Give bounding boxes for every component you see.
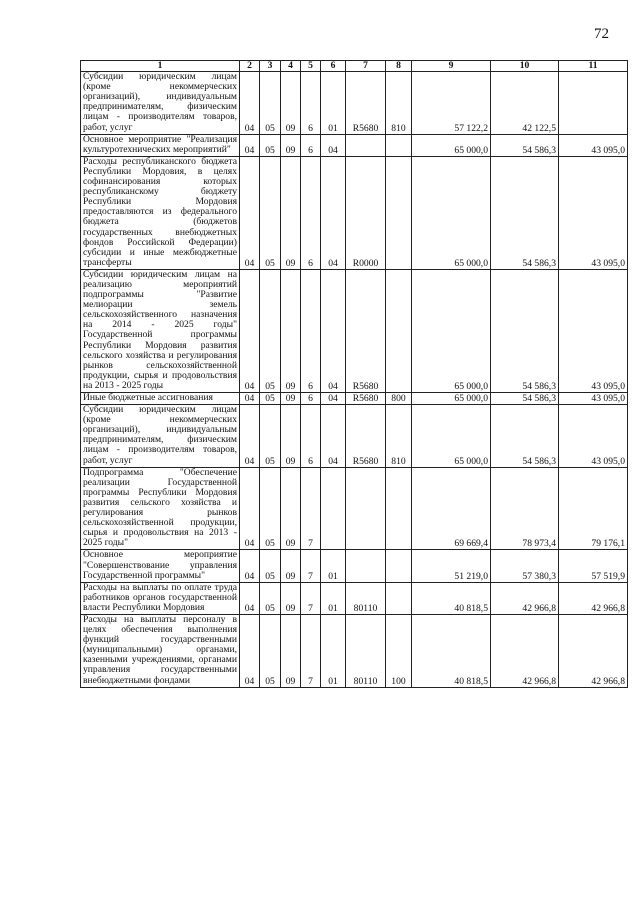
amount-2021-cell: 43 095,0 <box>559 393 628 405</box>
row-name-cell: Субсидии юридическим лицам на реализацию мероприятий подпрограммы "Развитие мелиорации земель сельскохозяйственного назначения на 2014 - 2025 годы" Государственной программы Республики Мордовия развития сельского хозяйства и регулирования рынков сельскохозяйственной продукции, сырья и продовольствия на 2013 - 2025 годы <box>81 269 240 392</box>
col5-cell: 6 <box>301 134 321 156</box>
col5-cell: 7 <box>301 614 321 687</box>
col3-cell: 05 <box>260 467 281 550</box>
col3-cell: 05 <box>260 393 281 405</box>
table-row <box>81 405 628 468</box>
col3-cell: 05 <box>260 269 281 392</box>
header-cell: 11 <box>559 61 628 72</box>
col7-cell: 80110 <box>346 582 386 614</box>
amount-2020-cell: 57 380,3 <box>491 550 559 582</box>
col7-cell <box>346 550 386 582</box>
col3-cell: 05 <box>260 582 281 614</box>
row-name-cell: Субсидии юридическим лицам (кроме некоммерческих организаций), индивидуальным предпринимателям, физическим лицам - производителям товаров, работ, услуг <box>81 405 240 468</box>
col2-cell: 04 <box>240 467 260 550</box>
col8-cell: 810 <box>386 405 412 468</box>
col7-cell: 80110 <box>346 614 386 687</box>
col7-cell: R5680 <box>346 405 386 468</box>
col5-cell: 6 <box>301 72 321 135</box>
table-row <box>81 393 628 405</box>
header-cell: 8 <box>386 61 412 72</box>
col7-cell: R5680 <box>346 72 386 135</box>
col8-cell <box>386 582 412 614</box>
col2-cell: 04 <box>240 72 260 135</box>
col4-cell: 09 <box>281 269 301 392</box>
col6-cell: 01 <box>321 614 346 687</box>
col8-cell: 810 <box>386 72 412 135</box>
col3-cell: 05 <box>260 614 281 687</box>
amount-2021-cell: 42 966,8 <box>559 614 628 687</box>
col6-cell: 04 <box>321 156 346 269</box>
amount-2021-cell: 43 095,0 <box>559 156 628 269</box>
col5-cell: 7 <box>301 467 321 550</box>
col2-cell: 04 <box>240 614 260 687</box>
amount-2020-cell: 42 122,5 <box>491 72 559 135</box>
col4-cell: 09 <box>281 582 301 614</box>
header-cell: 6 <box>321 61 346 72</box>
col5-cell: 6 <box>301 393 321 405</box>
col4-cell: 09 <box>281 134 301 156</box>
col8-cell <box>386 269 412 392</box>
row-name-cell: Подпрограмма "Обеспечение реализации Государственной программы Республики Мордовия развития сельского хозяйства и регулирования рынков сельскохозяйственной продукции, сырья и продовольствия на 2013 - 2025 годы" <box>81 467 240 550</box>
table-row <box>81 582 628 614</box>
page-number: 72 <box>594 26 609 42</box>
col2-cell: 04 <box>240 393 260 405</box>
amount-2021-cell: 43 095,0 <box>559 134 628 156</box>
col2-cell: 04 <box>240 405 260 468</box>
col4-cell: 09 <box>281 405 301 468</box>
header-cell: 7 <box>346 61 386 72</box>
col2-cell: 04 <box>240 269 260 392</box>
col2-cell: 04 <box>240 582 260 614</box>
col4-cell: 09 <box>281 156 301 269</box>
col8-cell <box>386 467 412 550</box>
col2-cell: 04 <box>240 134 260 156</box>
amount-2020-cell: 54 586,3 <box>491 405 559 468</box>
col4-cell: 09 <box>281 72 301 135</box>
col6-cell: 01 <box>321 550 346 582</box>
col8-cell <box>386 550 412 582</box>
budget-table <box>80 60 628 688</box>
col4-cell: 09 <box>281 393 301 405</box>
header-cell: 4 <box>281 61 301 72</box>
table-row <box>81 467 628 550</box>
amount-2021-cell: 42 966,8 <box>559 582 628 614</box>
col8-cell: 800 <box>386 393 412 405</box>
col4-cell: 09 <box>281 550 301 582</box>
header-cell: 9 <box>412 61 491 72</box>
header-row <box>81 61 628 72</box>
col7-cell: R5680 <box>346 393 386 405</box>
row-name-cell: Иные бюджетные ассигнования <box>81 393 240 405</box>
col6-cell: 04 <box>321 405 346 468</box>
header-cell: 3 <box>260 61 281 72</box>
amount-2020-cell: 42 966,8 <box>491 614 559 687</box>
row-name-cell: Расходы республиканского бюджета Республики Мордовия, в целях софинансирования которых республиканскому бюджету Республики Мордовия предоставляются из федерального бюджета (бюджетов государственных внебюджетных фондов Российской Федерации) субсидии и иные межбюджетные трансферты <box>81 156 240 269</box>
row-name-cell: Субсидии юридическим лицам (кроме некоммерческих организаций), индивидуальным предпринимателям, физическим лицам - производителям товаров, работ, услуг <box>81 72 240 135</box>
col7-cell <box>346 467 386 550</box>
amount-2019-cell: 65 000,0 <box>412 134 491 156</box>
col3-cell: 05 <box>260 72 281 135</box>
col5-cell: 6 <box>301 405 321 468</box>
col3-cell: 05 <box>260 134 281 156</box>
amount-2021-cell: 57 519,9 <box>559 550 628 582</box>
col7-cell: R5680 <box>346 269 386 392</box>
amount-2019-cell: 69 669,4 <box>412 467 491 550</box>
header-cell: 1 <box>81 61 240 72</box>
amount-2019-cell: 65 000,0 <box>412 156 491 269</box>
amount-2019-cell: 57 122,2 <box>412 72 491 135</box>
amount-2020-cell: 54 586,3 <box>491 134 559 156</box>
col6-cell: 01 <box>321 582 346 614</box>
table-row <box>81 156 628 269</box>
col3-cell: 05 <box>260 550 281 582</box>
amount-2020-cell: 54 586,3 <box>491 269 559 392</box>
row-name-cell: Основное мероприятие "Реализация культуротехнических мероприятий" <box>81 134 240 156</box>
col2-cell: 04 <box>240 550 260 582</box>
header-cell: 2 <box>240 61 260 72</box>
header-cell: 10 <box>491 61 559 72</box>
col6-cell <box>321 467 346 550</box>
col3-cell: 05 <box>260 156 281 269</box>
col8-cell <box>386 156 412 269</box>
table-row <box>81 269 628 392</box>
col2-cell: 04 <box>240 156 260 269</box>
amount-2021-cell: 79 176,1 <box>559 467 628 550</box>
col6-cell: 04 <box>321 134 346 156</box>
col3-cell: 05 <box>260 405 281 468</box>
amount-2021-cell: 43 095,0 <box>559 269 628 392</box>
col6-cell: 01 <box>321 72 346 135</box>
amount-2019-cell: 40 818,5 <box>412 614 491 687</box>
amount-2019-cell: 51 219,0 <box>412 550 491 582</box>
header-cell: 5 <box>301 61 321 72</box>
amount-2019-cell: 40 818,5 <box>412 582 491 614</box>
col7-cell: R0000 <box>346 156 386 269</box>
amount-2019-cell: 65 000,0 <box>412 405 491 468</box>
amount-2020-cell: 42 966,8 <box>491 582 559 614</box>
amount-2019-cell: 65 000,0 <box>412 393 491 405</box>
table-row <box>81 614 628 687</box>
amount-2019-cell: 65 000,0 <box>412 269 491 392</box>
col8-cell: 100 <box>386 614 412 687</box>
table-body <box>81 72 628 688</box>
amount-2020-cell: 54 586,3 <box>491 393 559 405</box>
col4-cell: 09 <box>281 614 301 687</box>
amount-2020-cell: 54 586,3 <box>491 156 559 269</box>
row-name-cell: Расходы на выплаты персоналу в целях обеспечения выполнения функций государственными (муниципальными) органами, казенными учреждениями, органами управления государственными внебюджетными фондами <box>81 614 240 687</box>
table-row <box>81 134 628 156</box>
amount-2021-cell <box>559 72 628 135</box>
col6-cell: 04 <box>321 269 346 392</box>
row-name-cell: Расходы на выплаты по оплате труда работников органов государственной власти Республики Мордовия <box>81 582 240 614</box>
col8-cell <box>386 134 412 156</box>
col4-cell: 09 <box>281 467 301 550</box>
col7-cell <box>346 134 386 156</box>
amount-2020-cell: 78 973,4 <box>491 467 559 550</box>
col5-cell: 6 <box>301 156 321 269</box>
table-row <box>81 72 628 135</box>
col6-cell: 04 <box>321 393 346 405</box>
col5-cell: 7 <box>301 550 321 582</box>
table-row <box>81 550 628 582</box>
row-name-cell: Основное мероприятие "Совершенствование управления Государственной программы" <box>81 550 240 582</box>
col5-cell: 7 <box>301 582 321 614</box>
col5-cell: 6 <box>301 269 321 392</box>
amount-2021-cell: 43 095,0 <box>559 405 628 468</box>
